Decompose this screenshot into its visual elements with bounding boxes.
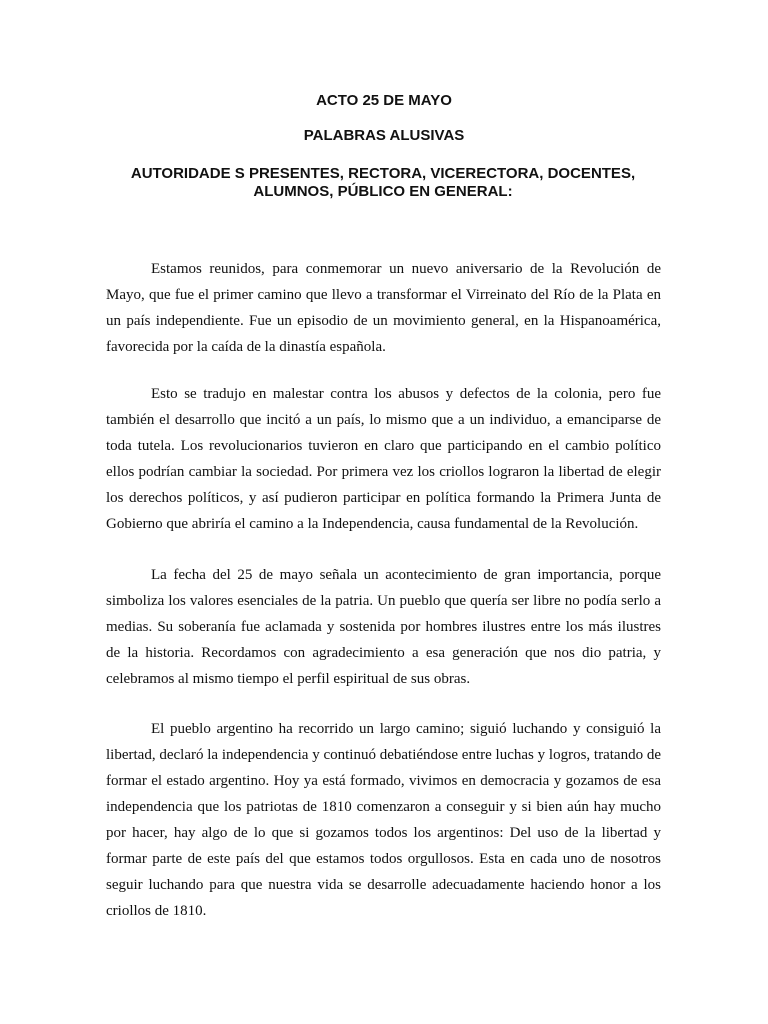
paragraph-1: Estamos reunidos, para conmemorar un nuevo aniversario de la Revolución de Mayo, que fue el primer camino que llevo a transformar el Virreinato del Río de la Plata en un país independiente. Fue un episodio de un movimiento general, en la Hispanoamérica, favorecida por la caída de la dinastía española.: [106, 261, 661, 355]
paragraph-3: La fecha del 25 de mayo señala un acontecimiento de gran importancia, porque simboliza los valores esenciales de la patria. Un pueblo que quería ser libre no podía serlo a medias. Su soberanía fue aclamada y sostenida por hombres ilustres entre los más ilustres de la historia. Recordamos con agradecimiento a esa generación que nos dio patria, y celebramos al mismo tiempo el perfil espiritual de sus obras.: [106, 567, 661, 687]
document-title: ACTO 25 DE MAYO: [316, 92, 452, 109]
document-subtitle: PALABRAS ALUSIVAS: [303, 127, 465, 144]
paragraph-2: Esto se tradujo en malestar contra los abusos y defectos de la colonia, pero fue también el desarrollo que incitó a un país, lo mismo que a un individuo, a emanciparse de toda tutela. Los revolucionarios tuvieron en claro que participando en el cambio político ellos podrían cambiar la sociedad. Por primera vez los criollos lograron la libertad de elegir los derechos políticos, y así pudieron participar en política formando la Primera Junta de Gobierno que abriría el camino a la Independencia, causa fundamental de la Revolución.: [106, 386, 661, 532]
paragraph-4: El pueblo argentino ha recorrido un largo camino; siguió luchando y consiguió la libertad, declaró la independencia y continuó debatiéndose entre luchas y logros, tratando de formar el estado argentino. Hoy ya está formado, vivimos en democracia y gozamos de esa independencia que los patriotas de 1810 comenzaron a conseguir y si bien aún hay mucho por hacer, hay algo de lo que si gozamos todos los argentinos: Del uso de la libertad y formar parte de este país del que estamos todos orgullosos. Esta en cada uno de nosotros seguir luchando para que nuestra vida se desarrolle adecuadamente haciendo honor a los criollos de 1810.: [106, 721, 661, 919]
salutation-heading: AUTORIDADE S PRESENTES, RECTORA, VICERECTORA, DOCENTES, ALUMNOS, PÚBLICO EN GENERAL:: [130, 165, 636, 200]
